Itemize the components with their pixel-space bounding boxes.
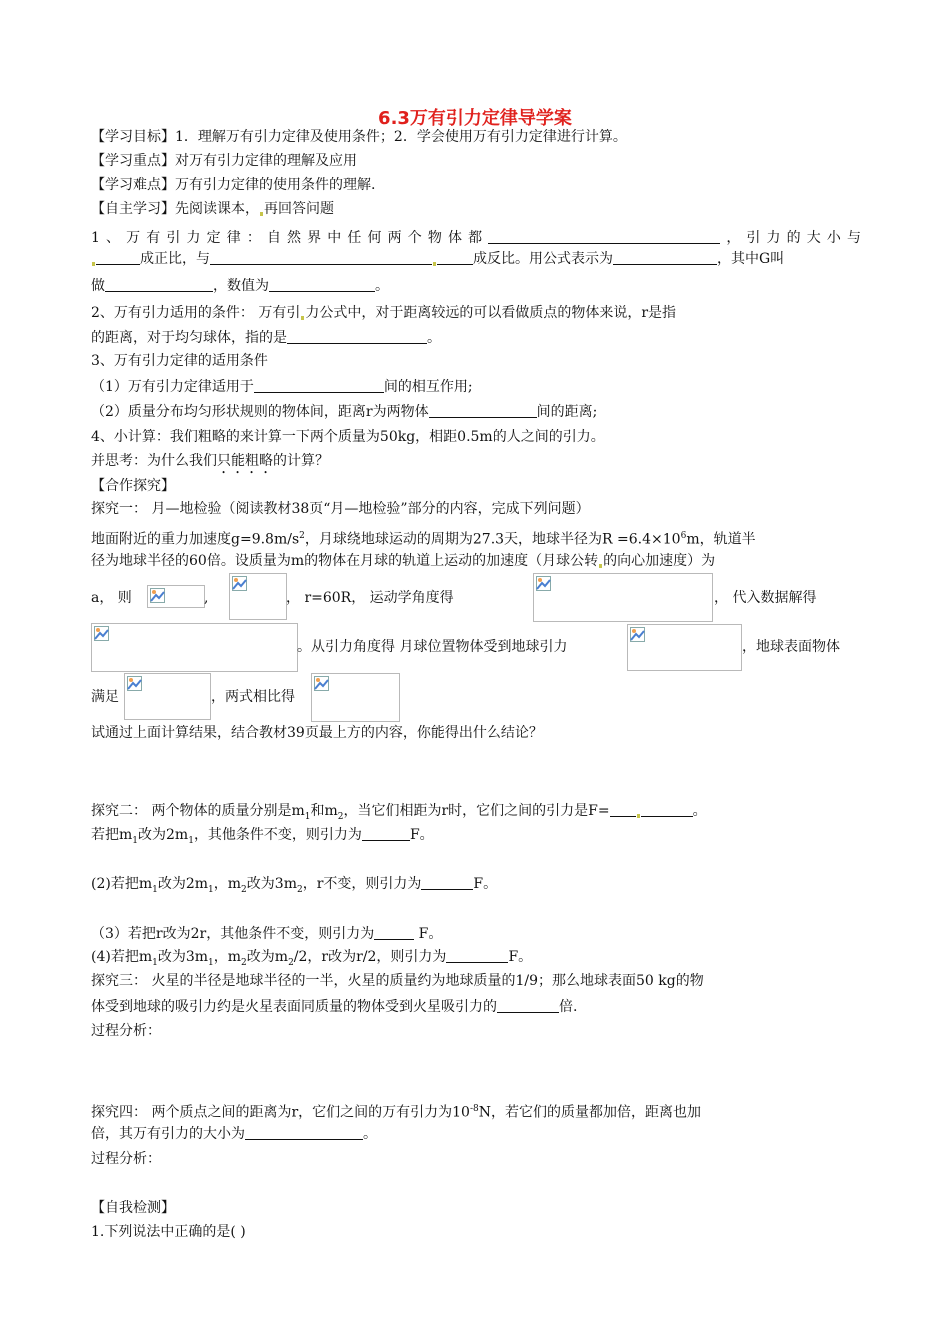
broken-image-icon [232,576,247,591]
answer-blank[interactable] [254,378,384,393]
inquiry-2-item-2: (2)若把$m_1$改为$2m_1$，$m_2$改为$3m_2$，r不变，则引力为 F。 [91,876,498,895]
inquiry-4-line-1: 探究四： 两个质点之间的距离为r，它们之间的万有引力为$10^{-8}N$，若它们的质量都加倍，距离也加 [91,1104,701,1121]
inquiry-1-conclusion: 试通过上面计算结果，结合教材39页最上方的内容，你能得出什么结论？ [91,725,543,741]
learning-focus: 【学习重点】对万有引力定律的理解及应用 [91,153,357,169]
broken-image-icon [94,626,109,641]
learning-goal: 【学习目标】1．理解万有引力定律及使用条件；2．学会使用万有引力定律进行计算。 [91,129,627,145]
inquiry-2-head: 探究二： 两个物体的质量分别是$m_1$和$m_2$，当它们相距为r时，它们之间的引力是F= 。 [91,803,707,822]
question-1-line-1: 1、万有引力定律：自然界中任何两个物体都 ，引力的大小与 [91,230,862,246]
answer-blank[interactable] [446,948,508,963]
broken-image-icon [314,676,329,691]
inquiry-4-line-2: 倍，其万有引力的大小为 。 [91,1126,377,1142]
formula-image [533,573,713,622]
answer-blank[interactable] [437,250,473,265]
question-3-item-2: （2）质量分布均匀形状规则的物体间，距离r为两物体 间的距离; [91,404,598,420]
worksheet-page: 6.3万有引力定律导学案 【学习目标】1．理解万有引力定律及使用条件；2．学会使用万有引力定律进行计算。 【学习重点】对万有引力定律的理解及应用 【学习难点】万有引力定律的使用条件的理解. 【自主学习】先阅读课本， 再回答问题 1、万有引力定律：自然界中任何两个物体都 ，引力的大小与 成正比，与 成反比。用公式表示为 ，其中G叫 做 ，数值为 。 2、万有引力适用的条件： 万有引 力公式中，对于距离较远的可以看做质点的物体来说，r是指 的距离，对于均匀球体，指的是 。 3、万有引力定律的适用条件 （1）万有引力定律适用于 间的相互作用; （2）质量分布均匀形状规则的物体间，距离r为两物体 间的距离; 4、小计算：我们粗略的来计算一下两个质量为50kg，相距0.5m的人之间的引力。 并思考：为什么我们只能粗略的计算？ 【合作探究】 探究一： 月—地检验（阅读教材38页“月—地检验”部分的内容，完成下列问题） 地面附近的重力加速度$g=9.8m/s^2$，月球绕地球运动的周期为27.3天，地球半径为$R =6.4\times 10^6m$，轨道半 径为地球半径的60倍。设质量为m的物体在月球的轨道上运动的加速度（月球公转 的向心加速度）为 a， 则 , ， r=60R， 运动学角度得 ， 代入数据解得 。从引力角度得 月球位置物体受到地球引力 ，地球表面物体 满足 ，两式相比得 试通过上面计算结果，结合教材39页最上方的内容，你能得出什么结论？ 探究二： 两个物体的质量分别是$m_1$和$m_2$，当它们相距为r时，它们之间的引力是F= 。 若把$m_1$改为$2m_1$，其他条件不变，则引力为 F。 (2)若把$m_1$改为$2m_1$，$m_2$改为$3m_2$，r不变，则引力为 F。 （3）若把r改为2r，其他条件不变，则引力为 F。 (4)若把$m_1$改为$3m_1$，$m_2$改为$m_2/2$，r改为r/2，则引力为 F。 探究三： 火星的半径是地球半径的一半，火星的质量约为地球质量的1/9；那么地球表面50 kg的物 体受到地球的吸引力约是火星表面同质量的物体受到火星吸引力的 倍. 过程分析： 探究四： 两个质点之间的距离为r，它们之间的万有引力为$10^{-8}N$，若它们的质量都加倍，距离也加 倍，其万有引力的大小为 。 过程分析： 【自我检测】 1.下列说法中正确的是( ) [0,0,950,1344]
answer-blank[interactable] [287,329,427,344]
inquiry-2-item-1: 若把$m_1$改为$2m_1$，其他条件不变，则引力为 F。 [91,827,434,846]
question-4: 4、小计算：我们粗略的来计算一下两个质量为50kg，相距0.5m的人之间的引力。 [91,429,605,445]
learning-difficulty: 【学习难点】万有引力定律的使用条件的理解. [91,177,376,193]
formula-image [229,573,287,620]
cooperative-inquiry-heading: 【合作探究】 [91,478,175,494]
inquiry-1-line-1: 地面附近的重力加速度$g=9.8m/s^2$，月球绕地球运动的周期为27.3天，地球半径为$R =6.4\times 10^6m$，轨道半 [91,531,756,548]
inquiry-3-line-1: 探究三： 火星的半径是地球半径的一半，火星的质量约为地球质量的1/9；那么地球表面50 kg的物 [91,973,704,989]
page-title: 6.3万有引力定律导学案 [378,108,572,129]
broken-image-icon [150,588,165,603]
question-2-line-2: 的距离，对于均匀球体，指的是 。 [91,330,441,346]
broken-image-icon [630,627,645,642]
answer-blank[interactable] [497,998,559,1013]
answer-blank[interactable] [613,250,717,265]
inquiry-1-line-2: 径为地球半径的60倍。设质量为m的物体在月球的轨道上运动的加速度（月球公转 的向心加速度）为 [91,553,716,569]
formula-image [91,623,298,672]
formula-image [147,585,205,608]
answer-blank[interactable] [269,277,375,292]
answer-blank[interactable] [421,875,473,890]
self-check-heading: 【自我检测】 [91,1200,175,1216]
inquiry-1-head: 探究一： 月—地检验（阅读教材38页“月—地检验”部分的内容，完成下列问题） [91,501,590,517]
answer-blank[interactable] [488,229,720,244]
inquiry-3-line-2: 体受到地球的吸引力约是火星表面同质量的物体受到火星吸引力的 倍. [91,999,578,1015]
answer-blank[interactable] [210,250,432,265]
answer-blank[interactable] [641,802,693,817]
answer-blank[interactable] [96,250,140,265]
answer-blank[interactable] [374,925,414,940]
self-study: 【自主学习】先阅读课本， 再回答问题 [91,201,334,217]
broken-image-icon [536,576,551,591]
question-3-item-1: （1）万有引力定律适用于 间的相互作用; [91,379,473,395]
self-check-question-1: 1.下列说法中正确的是( ) [91,1224,246,1240]
question-3-head: 3、万有引力定律的适用条件 [91,353,268,369]
answer-blank[interactable] [610,802,636,817]
question-2-line-1: 2、万有引力适用的条件： 万有引 力公式中，对于距离较远的可以看做质点的物体来说，r是指 [91,305,677,321]
formula-image [627,624,742,671]
answer-blank[interactable] [105,277,213,292]
question-4-think: 并思考：为什么我们只能粗略的计算？ [91,453,329,469]
answer-blank[interactable] [245,1125,363,1140]
question-1-line-2: 成正比，与 成反比。用公式表示为 ，其中G叫 [91,249,861,269]
inquiry-4-analysis: 过程分析： [91,1151,161,1167]
inquiry-2-item-3: （3）若把r改为2r，其他条件不变，则引力为 F。 [91,926,443,942]
formula-image [124,673,211,720]
formula-image [311,673,400,722]
answer-blank[interactable] [362,826,410,841]
inquiry-1-a-label: a， 则 [91,590,132,606]
question-1-line-3: 做 ，数值为 。 [91,278,389,294]
inquiry-2-item-4: (4)若把$m_1$改为$3m_1$，$m_2$改为$m_2/2$，r改为r/2，则引力为 F。 [91,949,533,968]
answer-blank[interactable] [429,403,537,418]
broken-image-icon [127,676,142,691]
inquiry-3-analysis: 过程分析： [91,1023,161,1039]
